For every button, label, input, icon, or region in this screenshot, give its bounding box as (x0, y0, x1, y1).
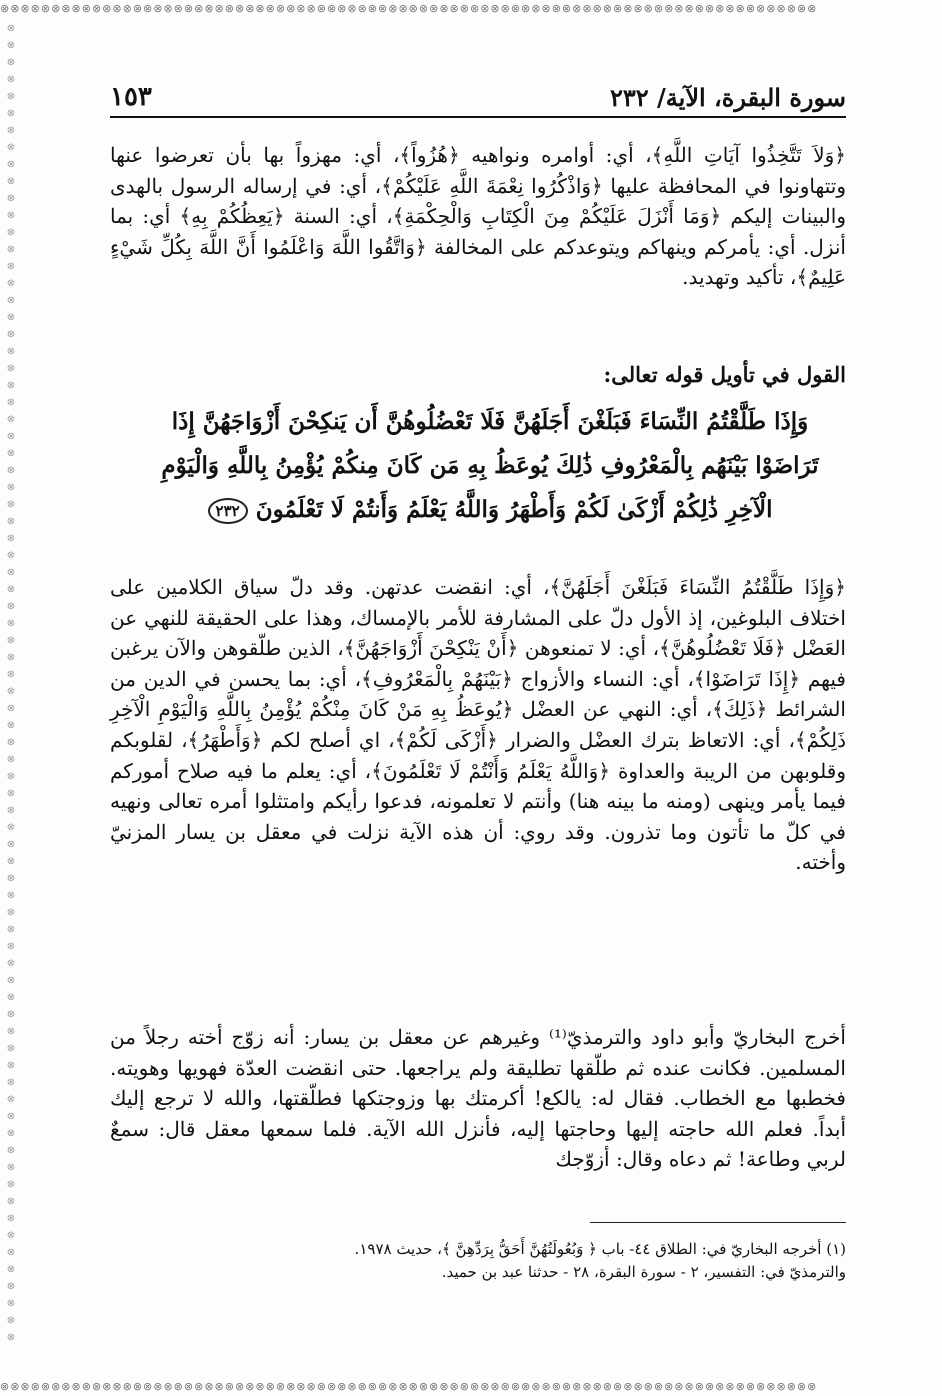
verse-text: وَإِذَا طَلَّقْتُمُ النِّسَاءَ فَبَلَغْنَ أَجَلَهُنَّ فَلَا تَعْضُلُوهُنَّ أَن يَنكِحْنَ أَزْوَاجَهُنَّ إِذَا تَرَاضَوْا بَيْنَهُم بِالْمَعْرُوفِ ذَٰلِكَ يُوعَظُ بِهِ مَن كَانَ مِنكُمْ يُؤْمِنُ بِاللَّهِ وَالْيَوْمِ الْآخِرِ ذَٰلِكُمْ أَزْكَىٰ لَكُمْ وَأَطْهَرُ وَاللَّهُ يَعْلَمُ وَأَنتُمْ لَا تَعْلَمُونَ (161, 408, 819, 523)
footnote: (١) أخرجه البخاريّ في: الطلاق ٤٤- باب ﴿ وَبُعُولَتُهُنَّ أَحَقُّ بِرَدِّهِنَّ ﴾، حديث ١٩٧٨. (354, 1240, 846, 1258)
commentary-top (110, 140, 846, 293)
decorative-border-top: ⊗⊗⊗⊗⊗⊗⊗⊗⊗⊗⊗⊗⊗⊗⊗⊗⊗⊗⊗⊗⊗⊗⊗⊗⊗⊗⊗⊗⊗⊗⊗⊗⊗⊗⊗⊗⊗⊗⊗⊗⊗⊗⊗⊗⊗⊗⊗⊗⊗⊗⊗⊗⊗⊗⊗⊗⊗⊗⊗⊗⊗⊗⊗⊗⊗⊗⊗⊗⊗⊗⊗⊗⊗⊗⊗⊗⊗⊗⊗⊗ (0, 2, 818, 15)
footnote: والترمذيّ في: التفسير، ٢ - سورة البقرة، ٢٨ - حدثنا عبد بن حميد. (441, 1263, 846, 1281)
section-heading: القول في تأويل قوله تعالى: (603, 362, 846, 387)
paragraph: ﴿وَإِذَا طَلَّقْتُمُ النِّسَاءَ فَبَلَغْنَ أَجَلَهُنَّ﴾، أي: انقضت عدتهن. وقد دلّ سياق الكلامين على اختلاف البلوغين، إذ الأول دلّ على المشارفة للأمر بالإمساك، وهذا على الحقيقة للنهي عن العَضْل ﴿فَلَا تَعْضُلُوهُنَّ﴾، أي: لا تمنعوهن ﴿أَنْ يَنْكِحْنَ أَزْوَاجَهُنَّ﴾، الذين طلّقوهن والآن يرغبن فيهم ﴿إِذَا تَرَاضَوْا﴾، أي: النساء والأزواج ﴿بَيْنَهُمْ بِالْمَعْرُوفِ﴾، أي: بما يحسن في الدين من الشرائط ﴿ذَلِكَ﴾، أي: النهي عن العضْل ﴿يُوعَظُ بِهِ مَنْ كَانَ مِنْكُمْ يُؤْمِنُ بِاللَّهِ وَالْيَوْمِ الْآخِرِ ذَلِكُمْ﴾، أي: الاتعاظ بترك العضْل والضرار ﴿أَزْكَى لَكُمْ﴾، اي أصلح لكم ﴿وَأَطْهَرُ﴾، لقلوبكم وقلوبهن من الريبة والعداوة ﴿وَاللَّهُ يَعْلَمُ وَأَنْتُمْ لَا تَعْلَمُونَ﴾، أي: يعلم ما فيه صلاح أموركم فيما يأمر وينهى (ومنه ما بينه هنا) وأنتم لا تعلمونه، فدعوا رأيكم وامتثلوا أمره تعالى ونهيه في كلّ ما تأتون وما تذرون. وقد روي: أن هذه الآية نزلت في معقل بن يسار المزنيّ وأخته. (110, 575, 846, 875)
page-number: ١٥٣ (110, 82, 152, 112)
commentary-bottom (110, 1022, 846, 1175)
footnote-separator (590, 1222, 846, 1223)
decorative-border-bottom: ⊗⊗⊗⊗⊗⊗⊗⊗⊗⊗⊗⊗⊗⊗⊗⊗⊗⊗⊗⊗⊗⊗⊗⊗⊗⊗⊗⊗⊗⊗⊗⊗⊗⊗⊗⊗⊗⊗⊗⊗⊗⊗⊗⊗⊗⊗⊗⊗⊗⊗⊗⊗⊗⊗⊗⊗⊗⊗⊗⊗⊗⊗⊗⊗⊗⊗⊗⊗⊗⊗⊗⊗⊗⊗⊗⊗⊗⊗⊗⊗ (0, 1380, 818, 1393)
decorative-border-left: ⊗ ⊗ ⊗ ⊗ ⊗ ⊗ ⊗ ⊗ ⊗ ⊗ ⊗ ⊗ ⊗ ⊗ ⊗ ⊗ ⊗ ⊗ ⊗ ⊗ ⊗ ⊗ ⊗ ⊗ ⊗ ⊗ ⊗ ⊗ ⊗ ⊗ ⊗ ⊗ ⊗ ⊗ ⊗ ⊗ ⊗ ⊗ ⊗ ⊗ ⊗ ⊗ ⊗ ⊗ ⊗ ⊗ ⊗ ⊗ ⊗ ⊗ ⊗ ⊗ ⊗ ⊗ ⊗ ⊗ ⊗ ⊗ ⊗ ⊗ ⊗ ⊗ ⊗ ⊗ ⊗ ⊗ ⊗ ⊗ ⊗ ⊗ ⊗ ⊗ ⊗ ⊗ ⊗ ⊗ ⊗ ⊗ (6, 23, 16, 1343)
page-header (110, 72, 846, 112)
header-rule (110, 116, 846, 118)
paragraph: ﴿وَلاَ تَتَّخِذُوا آيَاتِ اللَّهِ﴾، أي: أوامره ونواهيه ﴿هُزُواً﴾، أي: مهزواً بها بأن تعرضوا عنها وتتهاونوا في المحافظة عليها ﴿وَاذْكُرُوا نِعْمَةَ اللَّهِ عَلَيْكُمْ﴾، أي: في إرساله الرسول بالهدى والبينات إليكم ﴿وَمَا أَنْزَلَ عَلَيْكُمْ مِنَ الْكِتَابِ وَالْحِكْمَةِ﴾، أي: السنة ﴿يَعِظُكُمْ بِهِ﴾ أي: بما أنزل. أي: يأمركم وينهاكم ويتوعدكم على المخالفة ﴿وَاتَّقُوا اللَّهَ وَاعْلَمُوا أَنَّ اللَّهَ بِكُلِّ شَيْءٍ عَلِيمٌ﴾، تأكيد وتهديد. (110, 143, 846, 290)
quran-verse-block (150, 400, 830, 532)
paragraph: أخرج البخاريّ وأبو داود والترمذيّ⁽¹⁾ وغيرهم عن معقل بن يسار: أنه زوّج أخته رجلاً من المسلمين. فكانت عنده ثم طلّقها تطليقة ولم يراجعها. حتى انقضت العدّة فهويها وهويته. فخطبها مع الخطاب. فقال له: يالكع! أكرمتك بها وزوجتكها فطلّقتها، والله لا ترجع إليك أبداً. فعلم الله حاجته إليها وحاجتها إليه، فأنزل الله الآية. فلما سمعها معقل قال: سمعٌ لربي وطاعة! ثم دعاه وقال: أزوّجك (110, 1025, 846, 1172)
footnotes (110, 1238, 846, 1284)
verse-number-marker: ٢٣٢ (208, 498, 248, 524)
commentary-middle (110, 572, 846, 878)
running-title: سورة البقرة، الآية/ ٢٣٢ (609, 83, 846, 112)
